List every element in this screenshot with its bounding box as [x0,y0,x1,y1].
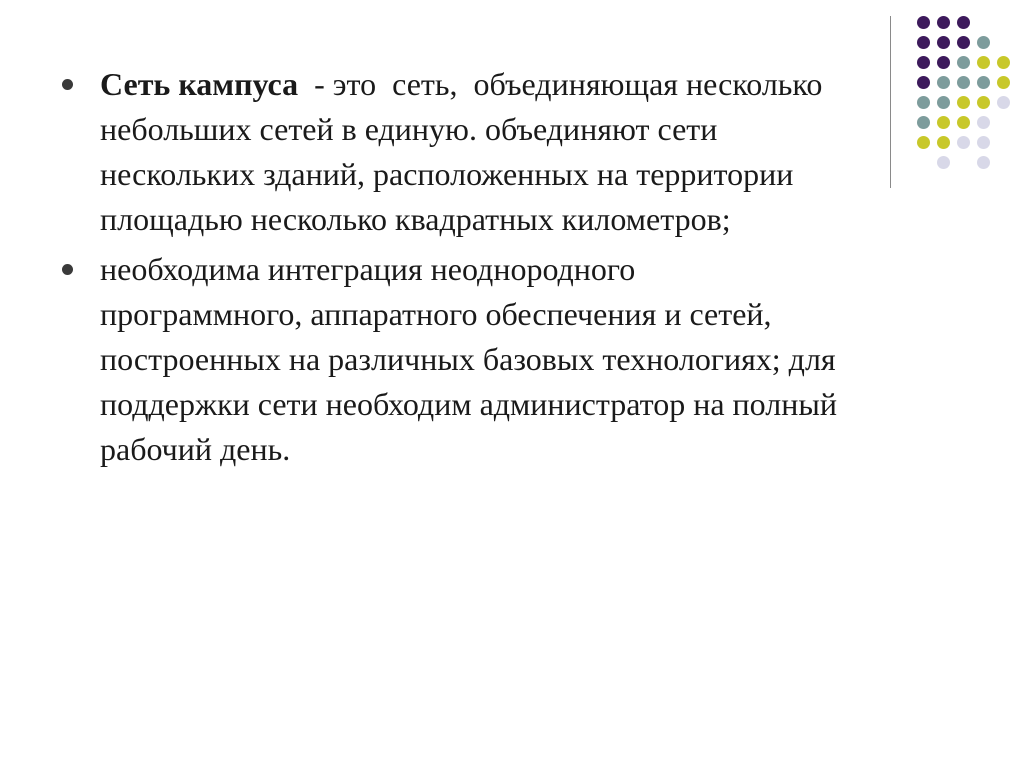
bullet-item [62,247,842,472]
decorative-dot [977,96,990,109]
decorative-dot [957,96,970,109]
decorative-dot [917,116,930,129]
decorative-dot [937,76,950,89]
decorative-dot [917,96,930,109]
decorative-dot [957,136,970,149]
decorative-dot [937,116,950,129]
decorative-dot [937,96,950,109]
decorative-dot [957,76,970,89]
bullet-text: - это сеть, объединяющая несколько небольших сетей в единую. объединяют сети нескольких зданий, расположенных на территории площадью несколько квадратных километров; [100,66,831,237]
decorative-dot [977,116,990,129]
decorative-dot [937,136,950,149]
bullet-text: необходима интеграция неоднородного программного, аппаратного обеспечения и сетей, построенных на различных базовых технологиях; для поддержки сети необходим администратор на полный рабочий день. [100,251,837,467]
decorative-dot [917,76,930,89]
decorative-dot [917,16,930,29]
vertical-divider [890,16,891,188]
decorative-dot [977,36,990,49]
decorative-dot [957,56,970,69]
decorative-dot [937,16,950,29]
decorative-dot [977,56,990,69]
decorative-dot [917,36,930,49]
term-campus-network: Сеть кампуса [100,66,299,102]
bullet-dot-icon [62,264,73,275]
bullet-item [62,62,842,242]
decorative-dot [977,76,990,89]
decorative-dot [937,56,950,69]
decorative-dot [997,96,1010,109]
decorative-dot [997,56,1010,69]
decorative-dot [917,56,930,69]
decorative-dot [997,76,1010,89]
slide-body [62,62,842,477]
decorative-dot [957,16,970,29]
bullet-dot-icon [62,79,73,90]
decorative-dot [957,116,970,129]
decorative-dot [937,36,950,49]
decorative-dot [937,156,950,169]
decorative-dot [977,156,990,169]
decorative-dot [957,36,970,49]
decorative-dot [917,136,930,149]
decorative-dot [977,136,990,149]
